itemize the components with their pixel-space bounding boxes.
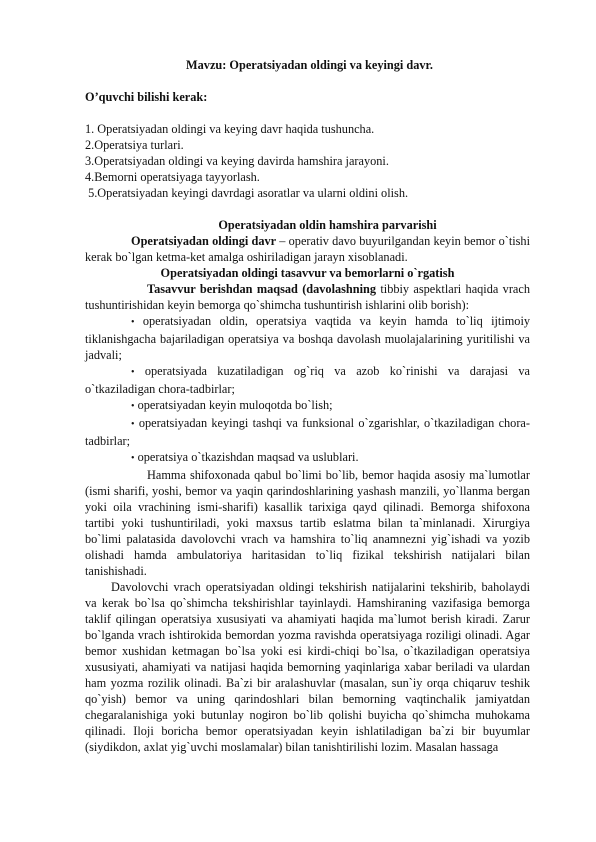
document-title: Mavzu: Operatsiyadan oldingi va keyingi davr. — [186, 58, 433, 72]
paragraph-admission: Hamma shifoxonada qabul bo`limi bo`lib, bemor haqida asosiy ma`lumotlar (ismi sharifi, yoshi, bemor va yaqin qarindoshlarining yashash manzili, yo`llanma bergan yoki oila vrachining ismi-sharifi) kasallik tarixiga qayd qilinadi. Bemorga shifoxona tartibi yoki tushuntiriladi, yoki maxsus tartib eslatma bilan ta`minlanadi. Xirurgiya bo`limi palatasida davolovchi vrach va hamshira to`liq anamnezni yig`ishadi va yozib olishadi hamda ambulatoriya haritasidan to`liq fizikal tekshirish natijalari bilan tanishishadi. — [85, 468, 530, 578]
paragraph-definition — [85, 233, 530, 265]
objective-item: 4.Bemorni operatsiyaga tayyorlash. — [85, 170, 260, 184]
bullet-item: • operatsiyadan oldin, operatsiya vaqtida va keyin hamda to`liq ijtimoiy tiklanishgacha bajariladigan operatsiya va boshqa davolash muolajalarining yuritilishi va jadvali; — [85, 314, 531, 362]
bullet-icon: • — [131, 419, 135, 430]
objective-item: 3.Operatsiyadan oldingi va keying davirda hamshira jarayoni. — [85, 154, 389, 168]
bullet-item: • operatsiya o`tkazishdan maqsad va uslublari. — [131, 450, 359, 464]
objective-item: 2.Operatsiya turlari. — [85, 138, 184, 152]
paragraph-consent: Davolovchi vrach operatsiyadan oldingi tekshirish natijalarini tekshirib, baholaydi va kerak bo`lsa qo`shimcha tekshirishlar tayinlaydi. Hamshiraning vazifasiga bemorga taklif qilingan operatsiya xususiyati va ahamiyati haqida ma`lumot berish kiradi. Zarur bo`lganda vrach ishtirokida bemordan yozma ravishda operatsiyaga roziligi olinadi. Agar bemor xushidan ketmagan bo`lsa yoki esi kirdi-chiqi bo`lsa, o`tkaziladigan operatsiya xususiyati, ahamiyati va natijasi haqida bemorning yaqinlariga xabar beriladi va ulardan ham yozma rozilik olinadi. Ba`zi bir aralashuvlar (masalan, sun`iy orqa chiqaruv teshik qo`yish) bemor va uning qarindoshlari bilan bemorning vaqtinchalik jamiyatdan chegaralanishiga yoki butunlay nogiron bo`lib qolishi buyicha qo`shimcha muhokama qilinadi. Iloji boricha bemor operatsiyadan keyin ishlatiladigan ba`zi bir buyumlar (siydikdon, axlat yig`uvchi moslamalar) bilan tanishtirilishi lozim. Masalan hassaga — [85, 580, 530, 754]
paragraph-purpose — [85, 281, 530, 313]
bullet-item: • operatsiyadan keyin muloqotda bo`lish; — [131, 398, 333, 412]
subsection-heading: Operatsiyadan oldingi tasavvur va bemorlarni o`rgatish — [160, 266, 455, 280]
bullet-icon: • — [131, 453, 135, 464]
definition-term: Operatsiyadan oldingi davr — [131, 234, 277, 248]
objective-item: 5.Operatsiyadan keyingi davrdagi asoratlar va ularni oldini olish. — [85, 186, 409, 200]
bullet-item: • operatsiyadan keyingi tashqi va funksional o`zgarishlar, o`tkaziladigan chora-tadbirlar; — [85, 416, 530, 448]
document-body — [85, 57, 530, 755]
objective-item: 1. Operatsiyadan oldingi va keying davr haqida tushuncha. — [85, 122, 375, 136]
bullet-item: • operatsiyada kuzatiladigan og`riq va azob ko`rinishi va darajasi va o`tkaziladigan chora-tadbirlar; — [85, 364, 530, 396]
objectives-heading: O’quvchi bilishi kerak: — [85, 90, 208, 104]
definition-text: – operativ davo buyurilgandan keyin bemor o`tishi kerak bo`lgan ketma-ket amalga oshiriladigan jarayn xisoblanadi. — [85, 234, 531, 264]
purpose-text: tibbiy aspektlari haqida vrach tushuntirishidan keyin bemorga qo`shimcha tushuntirish ishlarini olib borish): — [85, 282, 530, 312]
section-heading: Operatsiyadan oldin hamshira parvarishi — [218, 218, 437, 232]
bullet-icon: • — [131, 367, 135, 378]
bullet-icon: • — [131, 317, 135, 328]
bullet-icon: • — [131, 401, 135, 412]
purpose-term: Tasavvur berishdan maqsad (davolashning — [147, 282, 377, 296]
